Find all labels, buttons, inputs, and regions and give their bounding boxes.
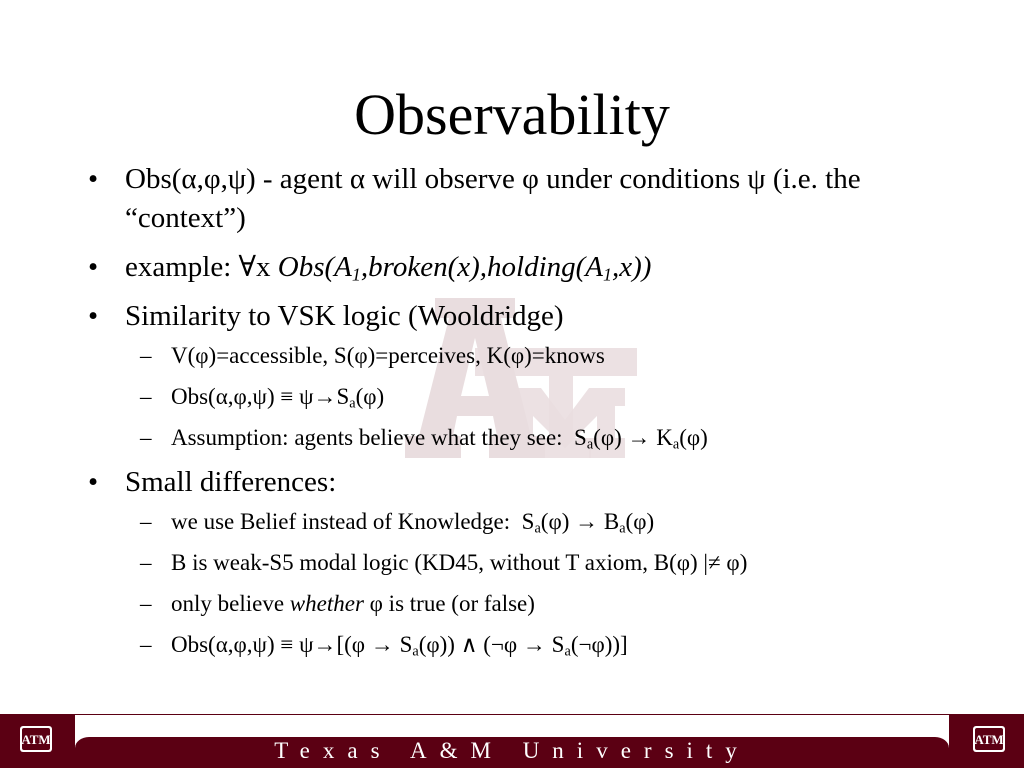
bullet-item <box>88 463 948 502</box>
dash-marker: – <box>140 384 152 409</box>
bullet-text: $Obs(\alpha,\varphi,\psi) \equiv \psi\to S_a(\varphi)$ <box>171 384 385 412</box>
bullet-marker: • <box>88 466 99 498</box>
atm-logo-right-icon <box>973 726 1005 752</box>
sub-bullet-item <box>88 340 948 371</box>
slide-title: Observability <box>354 82 670 147</box>
bullet-text: Similarity to VSK logic (Wooldridge) <box>125 300 564 332</box>
sub-bullet-item <box>88 422 948 453</box>
bullet-text: Small differences: <box>125 466 337 498</box>
bullet-item <box>88 160 948 238</box>
bullet-list <box>88 160 948 670</box>
bullet-marker: • <box>88 300 99 332</box>
dash-marker: – <box>140 591 152 616</box>
dash-marker: – <box>140 632 152 657</box>
sub-bullet-item <box>88 506 948 537</box>
logo-left-text: ATM <box>21 732 51 747</box>
bullet-text: Assumption: agents believe what they see: $S_a(\varphi) \to K_a(\varphi)$ <box>171 425 708 453</box>
sub-bullet-item <box>88 381 948 412</box>
dash-marker: – <box>140 550 152 575</box>
bullet-text: we use Belief instead of Knowledge: $S_a(\varphi) \to B_a(\varphi)$ <box>171 509 655 537</box>
atm-logo-left-icon <box>20 726 52 752</box>
bullet-text: only believe whether φ is true (or false) <box>171 591 535 616</box>
bullet-text: example: ∀x $Obs(A_1,broken(x),holding(A_1,x))$ <box>125 251 652 285</box>
footer-university-name: Texas A&M University <box>274 738 750 763</box>
bullet-text: Obs(α,φ,ψ) - agent α will observe φ under conditions ψ (i.e. the “context”) <box>125 163 861 234</box>
footer-bar <box>0 714 1024 768</box>
bullet-text: $Obs(\alpha,\varphi,\psi) \equiv \psi\to[(\varphi \to S_a(\varphi))$ ∧ (¬φ → $S_a(\neg\varphi)$)] <box>171 632 628 660</box>
dash-marker: – <box>140 509 152 534</box>
dash-marker: – <box>140 425 152 450</box>
dash-marker: – <box>140 343 152 368</box>
bullet-text: V(φ)=accessible, S(φ)=perceives, K(φ)=knows <box>171 343 605 368</box>
bullet-item <box>88 297 948 336</box>
bullet-item <box>88 248 948 287</box>
bullet-marker: • <box>88 163 99 195</box>
bullet-text: B is weak-S5 modal logic (KD45, without T axiom, B(φ) |≠ φ) <box>171 550 748 575</box>
logo-right-text: ATM <box>974 732 1004 747</box>
sub-bullet-item <box>88 547 948 578</box>
sub-bullet-item <box>88 588 948 619</box>
sub-bullet-item <box>88 629 948 660</box>
bullet-marker: • <box>88 251 99 283</box>
